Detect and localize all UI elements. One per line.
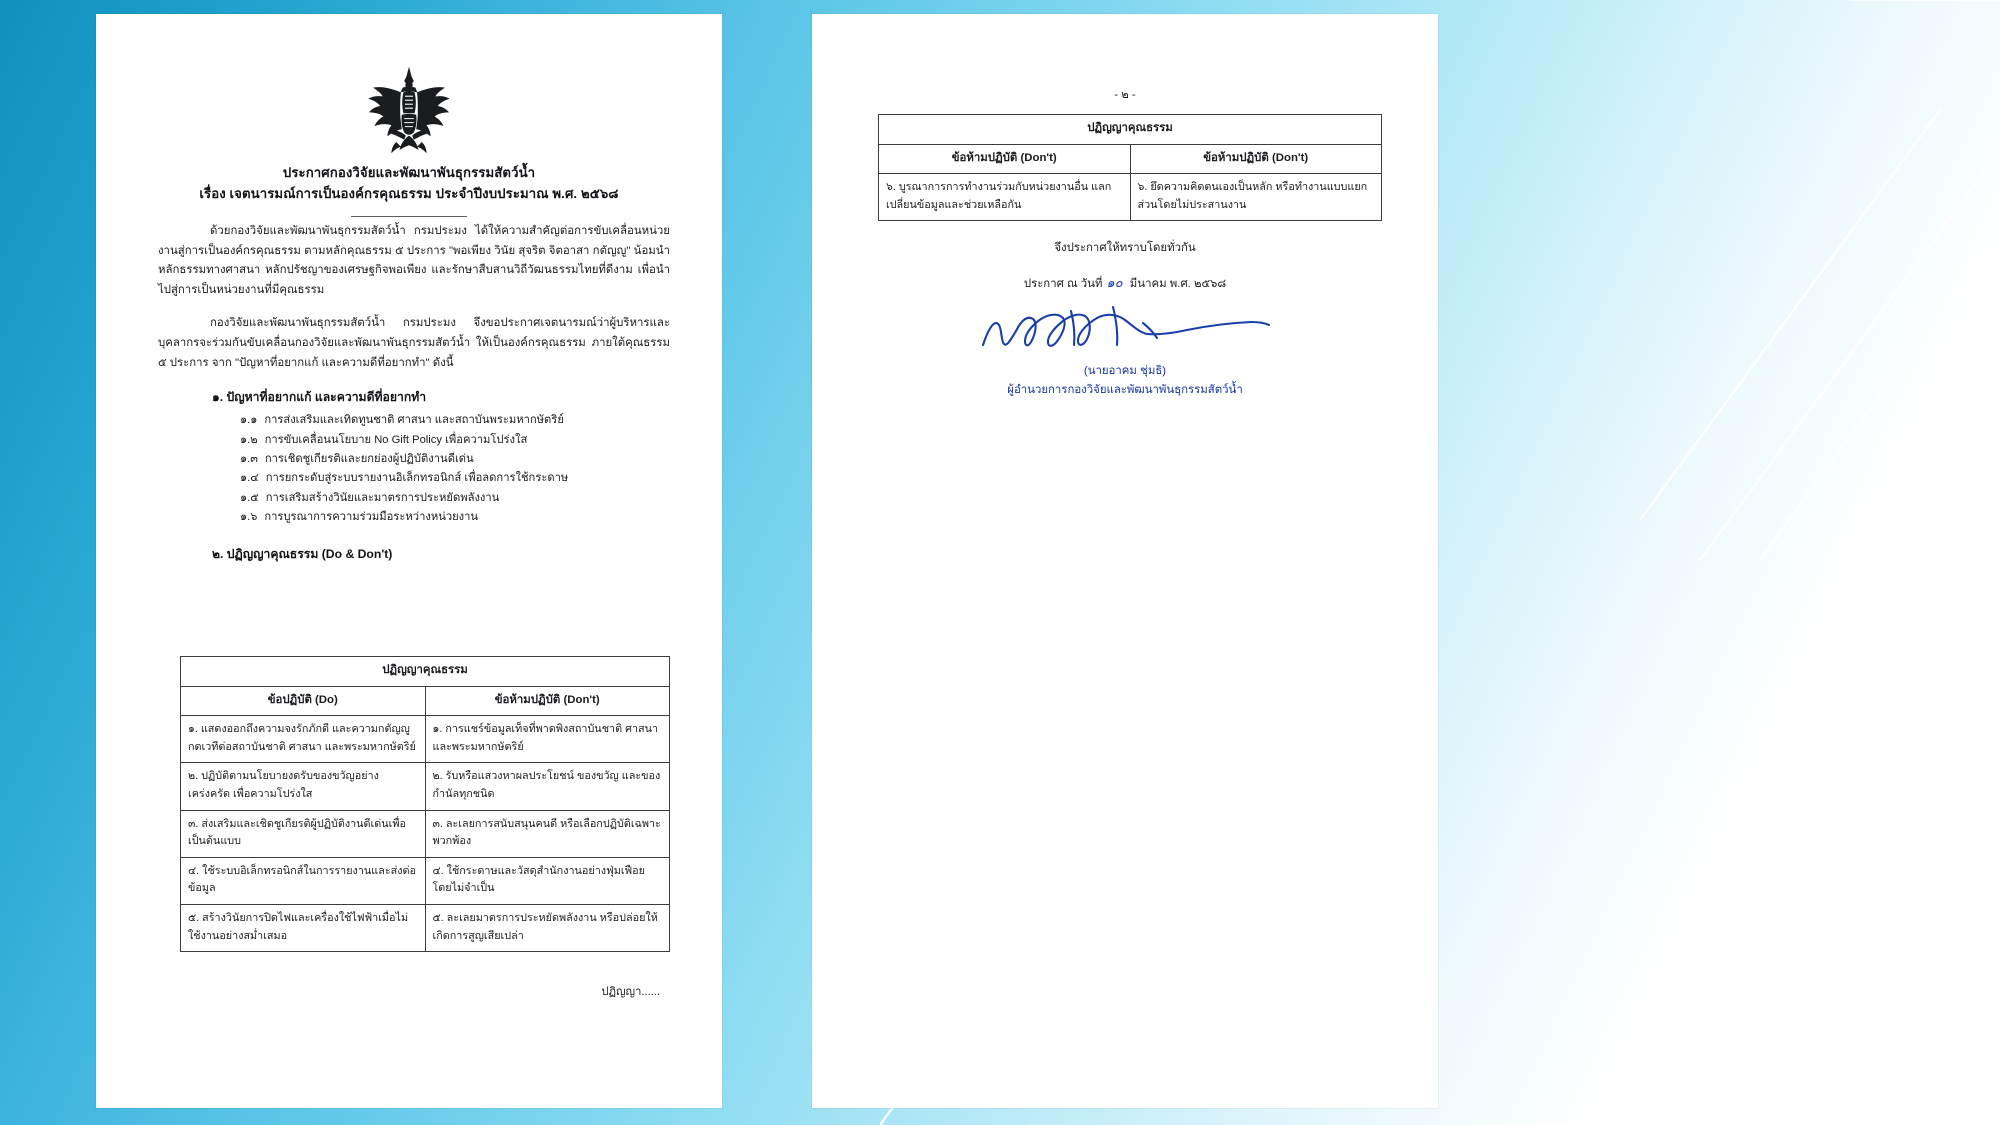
table-col-dont-right: ข้อห้ามปฏิบัติ (Don't) — [1130, 144, 1382, 174]
list-item-number: ๑.๕ — [240, 491, 259, 504]
list-item-number: ๑.๒ — [240, 433, 258, 446]
page-footer-note: ปฏิญญา...... — [601, 986, 660, 998]
section-2-heading: ๒. ปฏิญญาคุณธรรม (Do & Don't) — [212, 546, 393, 561]
signature-block — [812, 272, 1438, 400]
table-row — [181, 857, 670, 904]
signature-icon — [975, 301, 1275, 355]
table-row — [181, 810, 670, 857]
list-item — [240, 508, 670, 527]
table-caption: ปฏิญญาคุณธรรม — [181, 657, 670, 687]
table-col-do: ข้อปฏิบัติ (Do) — [181, 686, 426, 716]
table-caption-row — [879, 115, 1382, 145]
table-cell-dont: ๓. ละเลยการสนับสนุนคนดี หรือเลือกปฏิบัติเฉพาะพวกพ้อง — [425, 810, 670, 857]
table-cell-left: ๖. บูรณาการการทำงานร่วมกับหน่วยงานอื่น แลกเปลี่ยนข้อมูลและช่วยเหลือกัน — [879, 174, 1131, 221]
table-row — [181, 716, 670, 763]
page-number: - ๒ - — [1114, 89, 1136, 101]
table-cell-dont: ๕. ละเลยมาตรการประหยัดพลังงาน หรือปล่อยให้เกิดการสูญเสียเปล่า — [425, 904, 670, 951]
list-item-text: การเสริมสร้างวินัยและมาตรการประหยัดพลังงาน — [265, 491, 500, 504]
list-item-text: การเชิดชูเกียรติและยกย่องผู้ปฏิบัติงานดีเด่น — [264, 452, 474, 465]
table-caption: ปฏิญญาคุณธรรม — [879, 115, 1382, 145]
list-item-number: ๑.๓ — [240, 452, 258, 465]
date-day-handwritten: ๑๐ — [1106, 276, 1123, 291]
announcement-date — [812, 272, 1438, 293]
list-item-number: ๑.๑ — [240, 414, 258, 427]
table-col-dont: ข้อห้ามปฏิบัติ (Don't) — [425, 686, 670, 716]
list-item-text: การขับเคลื่อนนโยบาย No Gift Policy เพื่อความโปร่งใส — [264, 433, 528, 446]
document-body — [158, 222, 670, 575]
list-item — [240, 411, 670, 430]
list-item-text: การยกระดับสู่ระบบรายงานอิเล็กทรอนิกส์ เพื่อลดการใช้กระดาษ — [265, 472, 569, 485]
list-item — [240, 469, 670, 488]
section-1-heading: ๑. ปัญหาที่อยากแก้ และความดีที่อยากทำ — [212, 390, 427, 405]
table-cell-do: ๔. ใช้ระบบอิเล็กทรอนิกส์ในการรายงานและส่งต่อข้อมูล — [181, 857, 426, 904]
list-item — [240, 450, 670, 469]
table-cell-do: ๑. แสดงออกถึงความจงรักภักดี และความกตัญญูกตเวทีต่อสถาบันชาติ ศาสนา และพระมหากษัตริย์ — [181, 716, 426, 763]
list-item — [240, 489, 670, 508]
table-cell-do: ๓. ส่งเสริมและเชิดชูเกียรติผู้ปฏิบัติงานดีเด่นเพื่อเป็นต้นแบบ — [181, 810, 426, 857]
table-cell-dont: ๒. รับหรือแสวงหาผลประโยชน์ ของขวัญ และของกำนัลทุกชนิด — [425, 763, 670, 810]
paragraph-2-text: กองวิจัยและพัฒนาพันธุกรรมสัตว์น้ำ กรมประมง จึงขอประกาศเจตนารมณ์ว่าผู้บริหารและบุคลากรจะร่วมกันขับเคลื่อนกองวิจัยและพัฒนาพันธุกรรมสัตว์น้ำ ให้เป็นองค์กรคุณธรรม ภายใต้คุณธรรม ๕ ประการ จาก "ปัญหาที่อยากแก้ และความดีที่อยากทำ" ดังนี้ — [158, 317, 670, 369]
table-col-dont-left: ข้อห้ามปฏิบัติ (Don't) — [879, 144, 1131, 174]
signer-role: ผู้อำนวยการกองวิจัยและพัฒนาพันธุกรรมสัตว์น้ำ — [1007, 384, 1243, 396]
paragraph-1-text: ด้วยกองวิจัยและพัฒนาพันธุกรรมสัตว์น้ำ กรมประมง ได้ให้ความสำคัญต่อการขับเคลื่อนหน่วยงานสู่การเป็นองค์กรคุณธรรม ตามหลักคุณธรรม ๕ ประการ "พอเพียง วินัย สุจริต จิตอาสา กตัญญู" น้อมนำหลักธรรมทางศาสนา หลักปรัชญาของเศรษฐกิจพอเพียง และรักษาสืบสานวิถีวัฒนธรรมไทยที่ดีงาม เพื่อนำไปสู่การเป็นหน่วยงานที่มีคุณธรรม — [158, 225, 670, 296]
paragraph-2 — [158, 314, 670, 373]
paragraph-1 — [158, 222, 670, 300]
table-header-row — [879, 144, 1382, 174]
date-prefix: ประกาศ ณ วันที่ — [1023, 278, 1103, 290]
list-item-number: ๑.๖ — [240, 511, 258, 524]
document-page-2[interactable] — [812, 14, 1438, 1108]
table-row — [181, 763, 670, 810]
list-item — [240, 431, 670, 450]
table-caption-row — [181, 657, 670, 687]
pledge-table — [180, 656, 670, 952]
pledge-table-continued — [878, 114, 1382, 221]
list-item-text: การบูรณาการความร่วมมือระหว่างหน่วยงาน — [264, 511, 479, 524]
table-row — [181, 904, 670, 951]
closing-statement: จึงประกาศให้ทราบโดยทั่วกัน — [1054, 242, 1196, 254]
table-cell-do: ๒. ปฏิบัติตามนโยบายงดรับของขวัญอย่างเคร่งครัด เพื่อความโปร่งใส — [181, 763, 426, 810]
pledge-table-container — [180, 656, 670, 952]
document-title-line-2: เรื่อง เจตนารมณ์การเป็นองค์กรคุณธรรม ประจำปีงบประมาณ พ.ศ. ๒๕๖๘ — [199, 186, 619, 201]
document-title-line-1: ประกาศกองวิจัยและพัฒนาพันธุกรรมสัตว์น้ำ — [282, 165, 536, 180]
table-row — [879, 174, 1382, 221]
date-suffix: มีนาคม พ.ศ. ๒๕๖๘ — [1129, 278, 1227, 290]
document-page-1[interactable] — [96, 14, 722, 1108]
table-header-row — [181, 686, 670, 716]
table-cell-right: ๖. ยึดความคิดตนเองเป็นหลัก หรือทำงานแบบแยกส่วนโดยไม่ประสานงาน — [1130, 174, 1382, 221]
table-cell-dont: ๑. การแชร์ข้อมูลเท็จที่พาดพิงสถาบันชาติ ศาสนา และพระมหากษัตริย์ — [425, 716, 670, 763]
table-cell-dont: ๔. ใช้กระดาษและวัสดุสำนักงานอย่างฟุ่มเฟือยโดยไม่จำเป็น — [425, 857, 670, 904]
title-divider — [351, 216, 467, 217]
signer-name: (นายอาคม ชุ่มธิ) — [1083, 365, 1167, 377]
table-cell-do: ๕. สร้างวินัยการปิดไฟและเครื่องใช้ไฟฟ้าเมื่อไม่ใช้งานอย่างสม่ำเสมอ — [181, 904, 426, 951]
list-item-number: ๑.๔ — [240, 472, 259, 485]
list-item-text: การส่งเสริมและเทิดทูนชาติ ศาสนา และสถาบันพระมหากษัตริย์ — [264, 414, 564, 427]
document-title-block — [96, 162, 722, 217]
garuda-emblem-icon — [361, 62, 457, 158]
pledge-table-continued-container — [878, 114, 1382, 221]
